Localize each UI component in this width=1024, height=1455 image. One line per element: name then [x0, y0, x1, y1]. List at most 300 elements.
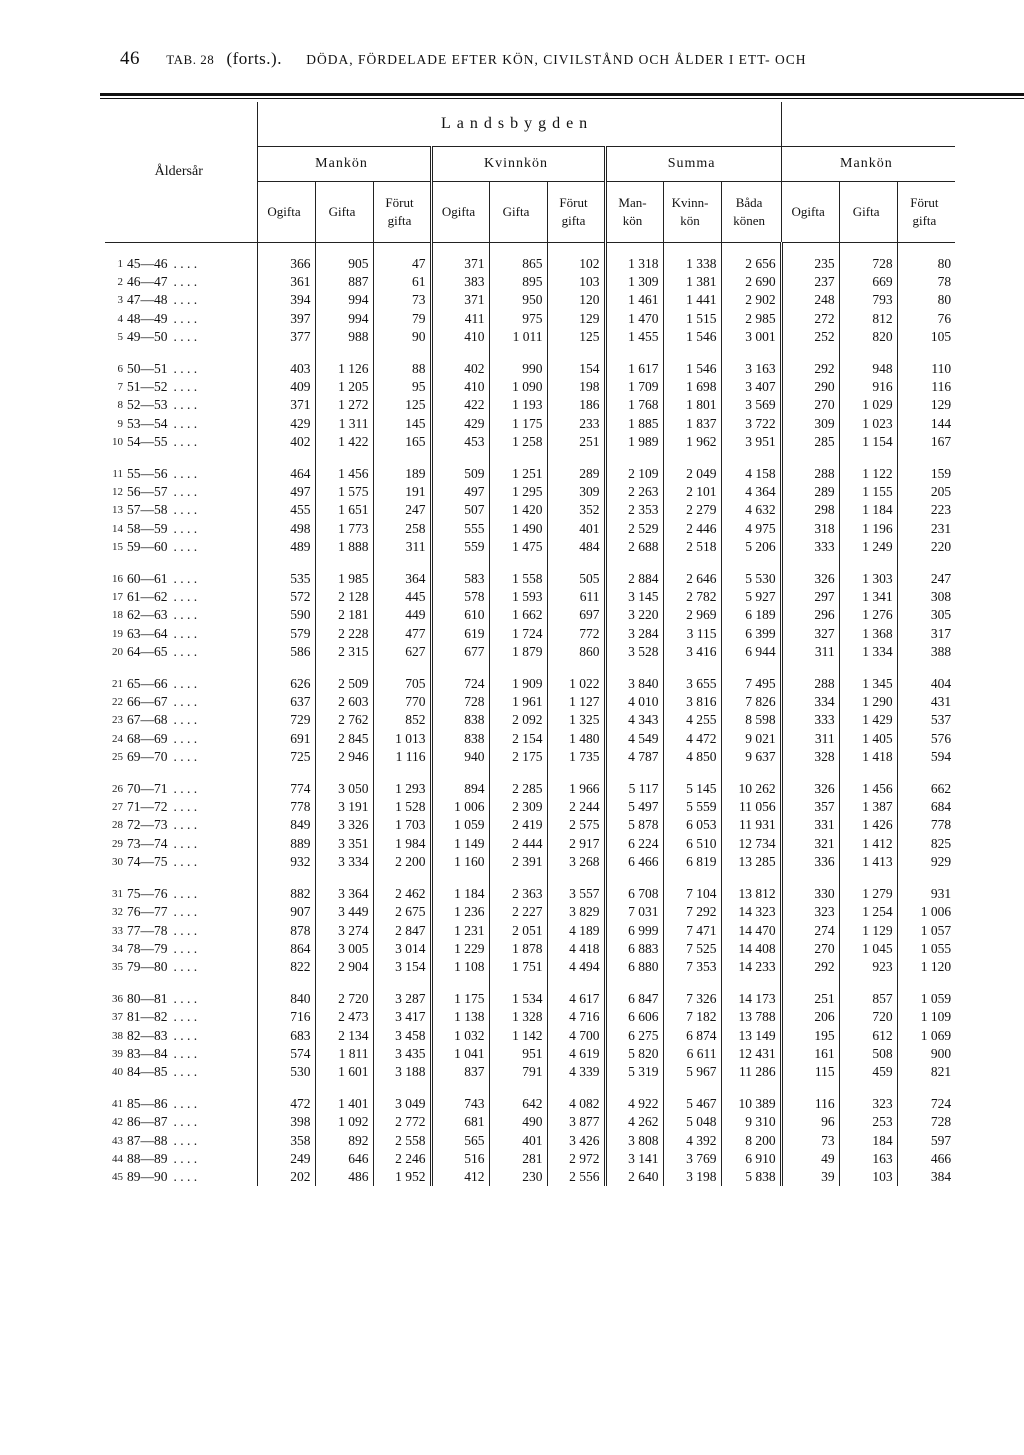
value-cell: 4 619: [547, 1045, 605, 1063]
value-cell: 916: [839, 378, 897, 396]
row-number: 31: [112, 888, 123, 901]
value-cell: 4 716: [547, 1008, 605, 1026]
total-cell: 14 408: [721, 940, 781, 958]
table-row: [105, 360, 955, 378]
age-range: 54—55: [127, 433, 168, 449]
group-kvinnkon: Kvinnkön: [431, 147, 605, 182]
value-cell: 2 558: [373, 1132, 431, 1150]
col-header-bada-konen: Båda könen: [721, 182, 781, 243]
total-cell: 2 690: [721, 273, 781, 291]
age-cell: [127, 501, 257, 519]
value-cell: 774: [257, 780, 315, 798]
value-cell: 39: [781, 1168, 839, 1186]
age-cell: [127, 1132, 257, 1150]
age-cell: [127, 940, 257, 958]
value-cell: 298: [781, 501, 839, 519]
value-cell: 1 735: [547, 748, 605, 766]
value-cell: 289: [547, 465, 605, 483]
value-cell: 129: [897, 396, 955, 414]
value-cell: 852: [373, 711, 431, 729]
age-cell: [127, 853, 257, 871]
value-cell: 3 808: [605, 1132, 663, 1150]
row-number: 28: [112, 819, 123, 832]
value-cell: 3 435: [373, 1045, 431, 1063]
row-number: 30: [112, 855, 123, 868]
table-row: [105, 255, 955, 273]
value-cell: 1 249: [839, 538, 897, 556]
table-row: [105, 748, 955, 766]
table-row: [105, 1132, 955, 1150]
value-cell: 610: [431, 606, 489, 624]
value-cell: 3 557: [547, 885, 605, 903]
value-cell: 724: [431, 675, 489, 693]
row-number: 33: [112, 924, 123, 937]
age-range: 57—58: [127, 502, 168, 518]
row-number: 3: [117, 294, 123, 307]
col-header-forut-gifta: Förut gifta: [897, 182, 955, 243]
table-row: [105, 273, 955, 291]
header-rule-thick: [100, 93, 1024, 96]
age-cell: [127, 1045, 257, 1063]
age-range: 82—83: [127, 1027, 168, 1043]
value-cell: 1 773: [315, 520, 373, 538]
row-number: 29: [112, 837, 123, 850]
value-cell: 576: [897, 730, 955, 748]
value-cell: 274: [781, 922, 839, 940]
value-cell: 7 525: [663, 940, 721, 958]
value-cell: 2 518: [663, 538, 721, 556]
value-cell: 1 126: [315, 360, 373, 378]
leader-dots: . . . .: [173, 1168, 198, 1184]
value-cell: 994: [315, 291, 373, 309]
age-range: 46—47: [127, 274, 168, 290]
value-cell: 3 268: [547, 853, 605, 871]
row-number: 6: [117, 363, 123, 376]
leader-dots: . . . .: [173, 274, 198, 290]
value-cell: 559: [431, 538, 489, 556]
value-cell: 951: [489, 1045, 547, 1063]
value-cell: 1 193: [489, 396, 547, 414]
value-cell: 825: [897, 835, 955, 853]
value-cell: 309: [781, 415, 839, 433]
leader-dots: . . . .: [173, 415, 198, 431]
value-cell: 3 417: [373, 1008, 431, 1026]
value-cell: 3 528: [605, 643, 663, 661]
value-cell: 3 769: [663, 1150, 721, 1168]
value-cell: 230: [489, 1168, 547, 1186]
age-range: 53—54: [127, 415, 168, 431]
value-cell: 1 059: [431, 816, 489, 834]
value-cell: 1 546: [663, 328, 721, 346]
value-cell: 292: [781, 360, 839, 378]
value-cell: 2 092: [489, 711, 547, 729]
total-cell: 3 722: [721, 415, 781, 433]
total-cell: 7 826: [721, 693, 781, 711]
table-row: [105, 1063, 955, 1081]
age-cell: [127, 1063, 257, 1081]
value-cell: 3 326: [315, 816, 373, 834]
value-cell: 366: [257, 255, 315, 273]
leader-dots: . . . .: [173, 748, 198, 764]
value-cell: 371: [257, 396, 315, 414]
age-range: 64—65: [127, 643, 168, 659]
total-cell: 4 975: [721, 520, 781, 538]
age-range: 87—88: [127, 1132, 168, 1148]
age-range: 83—84: [127, 1045, 168, 1061]
value-cell: 1 251: [489, 465, 547, 483]
value-cell: 1 966: [547, 780, 605, 798]
value-cell: 3 274: [315, 922, 373, 940]
col-header-ogifta: Ogifta: [781, 182, 839, 243]
value-cell: 2 473: [315, 1008, 373, 1026]
value-cell: 377: [257, 328, 315, 346]
table-row: [105, 940, 955, 958]
value-cell: 459: [839, 1063, 897, 1081]
value-cell: 252: [781, 328, 839, 346]
value-cell: 907: [257, 903, 315, 921]
age-range: 65—66: [127, 676, 168, 692]
age-cell: [127, 780, 257, 798]
value-cell: 1 345: [839, 675, 897, 693]
age-cell: [127, 328, 257, 346]
value-cell: 1 069: [897, 1027, 955, 1045]
col-header-forut-gifta: Förut gifta: [547, 182, 605, 243]
value-cell: 311: [373, 538, 431, 556]
value-cell: 145: [373, 415, 431, 433]
leader-dots: . . . .: [173, 922, 198, 938]
value-cell: 793: [839, 291, 897, 309]
value-cell: 258: [373, 520, 431, 538]
value-cell: 1 059: [897, 990, 955, 1008]
leader-dots: . . . .: [173, 799, 198, 815]
value-cell: 220: [897, 538, 955, 556]
value-cell: 725: [257, 748, 315, 766]
row-number: 32: [112, 906, 123, 919]
value-cell: 677: [431, 643, 489, 661]
leader-dots: . . . .: [173, 853, 198, 869]
row-number: 10: [112, 435, 123, 448]
leader-dots: . . . .: [173, 310, 198, 326]
age-cell: [127, 748, 257, 766]
age-cell: [127, 538, 257, 556]
age-cell: [127, 255, 257, 273]
value-cell: 334: [781, 693, 839, 711]
value-cell: 684: [897, 798, 955, 816]
row-number: 25: [112, 750, 123, 763]
value-cell: 1 011: [489, 328, 547, 346]
value-cell: 2 575: [547, 816, 605, 834]
value-cell: 681: [431, 1113, 489, 1131]
value-cell: 1 885: [605, 415, 663, 433]
value-cell: 565: [431, 1132, 489, 1150]
value-cell: 1 142: [489, 1027, 547, 1045]
value-cell: 103: [547, 273, 605, 291]
value-cell: 371: [431, 291, 489, 309]
value-cell: 248: [781, 291, 839, 309]
value-cell: 296: [781, 606, 839, 624]
col-header-ogifta: Ogifta: [431, 182, 489, 243]
value-cell: 2 285: [489, 780, 547, 798]
age-range: 47—48: [127, 292, 168, 308]
value-cell: 78: [897, 273, 955, 291]
value-cell: 1 546: [663, 360, 721, 378]
value-cell: 865: [489, 255, 547, 273]
value-cell: 5 878: [605, 816, 663, 834]
value-cell: 728: [431, 693, 489, 711]
value-cell: 1 138: [431, 1008, 489, 1026]
value-cell: 3 426: [547, 1132, 605, 1150]
value-cell: 1 490: [489, 520, 547, 538]
table-row: [105, 415, 955, 433]
value-cell: 311: [781, 730, 839, 748]
value-cell: 251: [547, 433, 605, 451]
value-cell: 2 946: [315, 748, 373, 766]
row-spacer: [105, 976, 955, 990]
age-range: 63—64: [127, 625, 168, 641]
leader-dots: . . . .: [173, 379, 198, 395]
value-cell: 2 051: [489, 922, 547, 940]
value-cell: 1 662: [489, 606, 547, 624]
value-cell: 720: [839, 1008, 897, 1026]
value-cell: 4 700: [547, 1027, 605, 1045]
total-cell: 3 569: [721, 396, 781, 414]
age-range: 55—56: [127, 466, 168, 482]
age-range: 77—78: [127, 922, 168, 938]
value-cell: 403: [257, 360, 315, 378]
age-cell: [127, 958, 257, 976]
value-cell: 2 720: [315, 990, 373, 1008]
value-cell: 361: [257, 273, 315, 291]
value-cell: 1 709: [605, 378, 663, 396]
value-cell: 4 262: [605, 1113, 663, 1131]
value-cell: 778: [897, 816, 955, 834]
age-range: 78—79: [127, 940, 168, 956]
total-cell: 3 951: [721, 433, 781, 451]
value-cell: 812: [839, 310, 897, 328]
leader-dots: . . . .: [173, 466, 198, 482]
value-cell: 889: [257, 835, 315, 853]
col-header-ogifta: Ogifta: [257, 182, 315, 243]
value-cell: 1 006: [897, 903, 955, 921]
age-cell: [127, 1113, 257, 1131]
row-number: 40: [112, 1065, 123, 1078]
table-row: [105, 501, 955, 519]
value-cell: 1 154: [839, 433, 897, 451]
value-cell: 772: [547, 625, 605, 643]
value-cell: 404: [897, 675, 955, 693]
value-cell: 1 401: [315, 1095, 373, 1113]
value-cell: 1 558: [489, 570, 547, 588]
value-cell: 352: [547, 501, 605, 519]
value-cell: 1 023: [839, 415, 897, 433]
value-cell: 590: [257, 606, 315, 624]
row-number: 39: [112, 1047, 123, 1060]
value-cell: 1 013: [373, 730, 431, 748]
total-cell: 5 927: [721, 588, 781, 606]
value-cell: 412: [431, 1168, 489, 1186]
value-cell: 80: [897, 255, 955, 273]
value-cell: 88: [373, 360, 431, 378]
mortality-table: [105, 102, 955, 1186]
value-cell: 988: [315, 328, 373, 346]
age-cell: [127, 273, 257, 291]
age-range: 52—53: [127, 397, 168, 413]
value-cell: 6 510: [663, 835, 721, 853]
value-cell: 2 845: [315, 730, 373, 748]
value-cell: 1 984: [373, 835, 431, 853]
value-cell: 2 228: [315, 625, 373, 643]
age-range: 50—51: [127, 361, 168, 377]
row-spacer: [105, 346, 955, 360]
value-cell: 821: [897, 1063, 955, 1081]
value-cell: 7 353: [663, 958, 721, 976]
table-row: [105, 1045, 955, 1063]
value-cell: 292: [781, 958, 839, 976]
value-cell: 2 391: [489, 853, 547, 871]
value-cell: 195: [781, 1027, 839, 1045]
leader-dots: . . . .: [173, 328, 198, 344]
age-cell: [127, 588, 257, 606]
group-mankon: Mankön: [257, 147, 431, 182]
row-spacer: [105, 451, 955, 465]
value-cell: 2 444: [489, 835, 547, 853]
total-cell: 12 431: [721, 1045, 781, 1063]
age-cell: [127, 1168, 257, 1186]
value-cell: 2 847: [373, 922, 431, 940]
value-cell: 838: [431, 730, 489, 748]
age-range: 73—74: [127, 835, 168, 851]
value-cell: 1 456: [315, 465, 373, 483]
group-right-blank: [781, 102, 955, 147]
table-row: [105, 958, 955, 976]
value-cell: 318: [781, 520, 839, 538]
value-cell: 1 045: [839, 940, 897, 958]
value-cell: 3 049: [373, 1095, 431, 1113]
value-cell: 1 272: [315, 396, 373, 414]
table-row: [105, 922, 955, 940]
value-cell: 235: [781, 255, 839, 273]
age-cell: [127, 520, 257, 538]
leader-dots: . . . .: [173, 433, 198, 449]
age-cell: [127, 711, 257, 729]
value-cell: 2 969: [663, 606, 721, 624]
value-cell: 2 175: [489, 748, 547, 766]
age-range: 48—49: [127, 310, 168, 326]
value-cell: 4 189: [547, 922, 605, 940]
value-cell: 3 191: [315, 798, 373, 816]
value-cell: 383: [431, 273, 489, 291]
total-cell: 8 598: [721, 711, 781, 729]
table-row: [105, 328, 955, 346]
value-cell: 333: [781, 711, 839, 729]
total-cell: 4 364: [721, 483, 781, 501]
value-cell: 2 181: [315, 606, 373, 624]
value-cell: 1 006: [431, 798, 489, 816]
row-number: 16: [112, 573, 123, 586]
row-number: 45: [112, 1170, 123, 1183]
table-row: [105, 643, 955, 661]
value-cell: 409: [257, 378, 315, 396]
value-cell: 1 879: [489, 643, 547, 661]
value-cell: 1 528: [373, 798, 431, 816]
value-cell: 1 276: [839, 606, 897, 624]
table-row: [105, 1113, 955, 1131]
value-cell: 336: [781, 853, 839, 871]
age-cell: [127, 730, 257, 748]
value-cell: 1 175: [489, 415, 547, 433]
value-cell: 1 470: [605, 310, 663, 328]
value-cell: 2 109: [605, 465, 663, 483]
value-cell: 1 184: [839, 501, 897, 519]
value-cell: 2 762: [315, 711, 373, 729]
value-cell: 6 874: [663, 1027, 721, 1045]
value-cell: 7 471: [663, 922, 721, 940]
value-cell: 477: [373, 625, 431, 643]
value-cell: 453: [431, 433, 489, 451]
value-cell: 333: [781, 538, 839, 556]
value-cell: 1 909: [489, 675, 547, 693]
value-cell: 990: [489, 360, 547, 378]
value-cell: 505: [547, 570, 605, 588]
total-cell: 8 200: [721, 1132, 781, 1150]
value-cell: 2 263: [605, 483, 663, 501]
row-spacer: [105, 1081, 955, 1095]
row-number: 13: [112, 504, 123, 517]
value-cell: 516: [431, 1150, 489, 1168]
value-cell: 838: [431, 711, 489, 729]
value-cell: 1 751: [489, 958, 547, 976]
table-row: [105, 483, 955, 501]
value-cell: 486: [315, 1168, 373, 1186]
value-cell: 882: [257, 885, 315, 903]
value-cell: 1 811: [315, 1045, 373, 1063]
age-range: 80—81: [127, 991, 168, 1007]
row-number: 5: [117, 330, 123, 343]
table-row: [105, 816, 955, 834]
value-cell: 3 154: [373, 958, 431, 976]
value-cell: 5 145: [663, 780, 721, 798]
value-cell: 2 128: [315, 588, 373, 606]
value-cell: 6 275: [605, 1027, 663, 1045]
value-cell: 2 556: [547, 1168, 605, 1186]
value-cell: 231: [897, 520, 955, 538]
value-cell: 3 816: [663, 693, 721, 711]
value-cell: 1 703: [373, 816, 431, 834]
col-header-mankon: Man- kön: [605, 182, 663, 243]
value-cell: 2 101: [663, 483, 721, 501]
value-cell: 7 292: [663, 903, 721, 921]
value-cell: 47: [373, 255, 431, 273]
value-cell: 905: [315, 255, 373, 273]
value-cell: 612: [839, 1027, 897, 1045]
total-cell: 12 734: [721, 835, 781, 853]
value-cell: 384: [897, 1168, 955, 1186]
value-cell: 410: [431, 378, 489, 396]
age-range: 49—50: [127, 328, 168, 344]
value-cell: 1 952: [373, 1168, 431, 1186]
value-cell: 578: [431, 588, 489, 606]
value-cell: 2 227: [489, 903, 547, 921]
value-cell: 1 279: [839, 885, 897, 903]
value-cell: 1 057: [897, 922, 955, 940]
total-cell: 9 637: [721, 748, 781, 766]
value-cell: 1 229: [431, 940, 489, 958]
row-number: 4: [117, 312, 123, 325]
value-cell: 1 236: [431, 903, 489, 921]
value-cell: 49: [781, 1150, 839, 1168]
leader-dots: . . . .: [173, 730, 198, 746]
value-cell: 2 244: [547, 798, 605, 816]
